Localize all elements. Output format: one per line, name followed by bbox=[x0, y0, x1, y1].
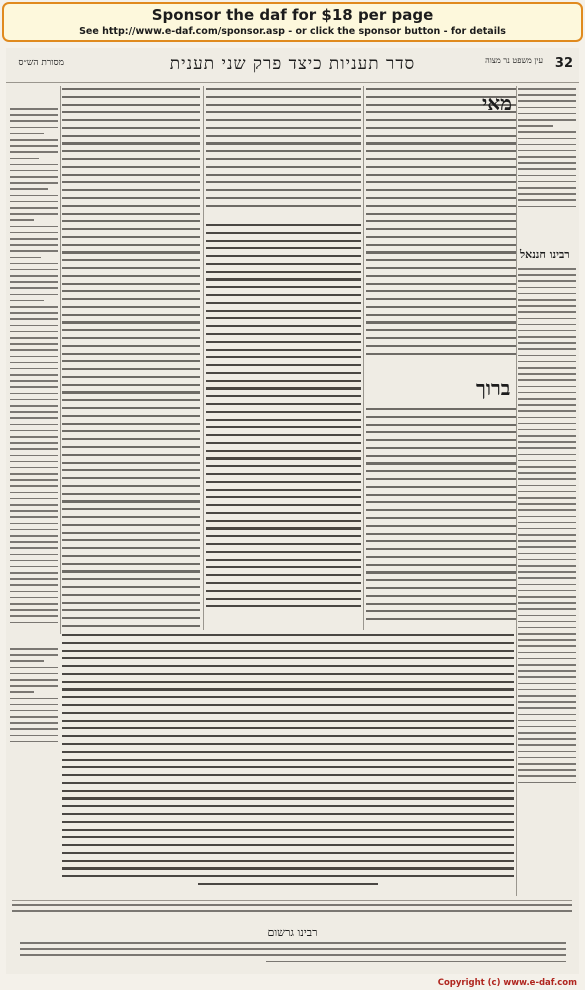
rabbeinu-gershom-commentary bbox=[20, 942, 566, 972]
rabbeinu-chananel-commentary bbox=[518, 268, 576, 788]
gemara-main-text bbox=[206, 224, 361, 624]
sponsor-banner[interactable] bbox=[2, 2, 583, 42]
left-margin-notes bbox=[10, 108, 58, 638]
footnotes bbox=[12, 904, 572, 924]
rabbeinu-gershom-title: רבינו גרשום bbox=[267, 926, 318, 939]
page-number: 32 bbox=[554, 56, 573, 71]
talmud-page-scan bbox=[6, 48, 579, 974]
sponsor-subtitle[interactable]: See http://www.e-daf.com/sponsor.asp - or click the sponsor button - for details bbox=[79, 26, 506, 37]
ein-mishpat-label: עין משפט נר מצוה bbox=[485, 56, 543, 65]
tosafot-commentary bbox=[62, 88, 200, 628]
rashi-commentary bbox=[206, 88, 361, 218]
copyright-notice: Copyright (c) www.e-daf.com bbox=[437, 978, 577, 988]
section-opening-word: ברוך bbox=[476, 376, 511, 400]
page-title: סדר תעניות כיצד פרק שני תענית bbox=[169, 54, 416, 74]
right-commentary-lower bbox=[366, 408, 516, 628]
ein-mishpat-notes bbox=[518, 88, 576, 248]
mishna-opening-word: מאי bbox=[482, 91, 512, 115]
sponsor-title: Sponsor the daf for $18 per page bbox=[151, 6, 434, 24]
gemara-wide-block bbox=[62, 634, 514, 896]
left-margin-lower-notes bbox=[10, 648, 58, 848]
rabbeinu-chananel-title: רבינו חננאל bbox=[520, 248, 570, 261]
right-commentary-upper bbox=[366, 88, 516, 368]
masoret-hashas-label: מסורת הש״ס bbox=[18, 58, 64, 68]
page-header bbox=[6, 54, 579, 80]
